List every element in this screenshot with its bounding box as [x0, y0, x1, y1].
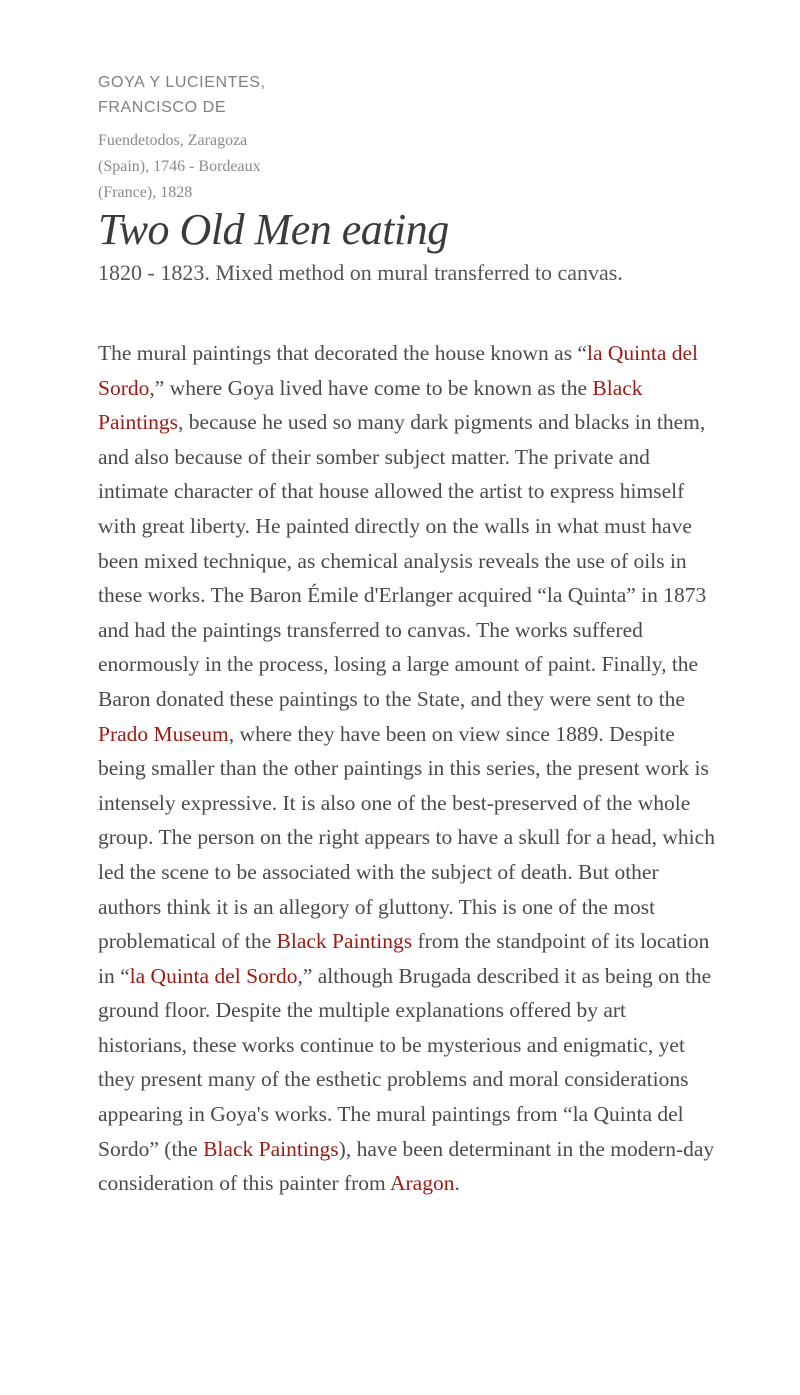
artwork-subtitle: 1820 - 1823. Mixed method on mural transferred to canvas. — [98, 260, 623, 285]
link-black-paintings[interactable]: Black Paintings — [98, 375, 643, 435]
artwork-description — [98, 336, 718, 1201]
artwork-title: Two Old Men eating — [98, 205, 449, 254]
link-black-paintings[interactable]: Black Paintings — [203, 1136, 339, 1161]
link-aragon[interactable]: Aragon — [389, 1171, 455, 1196]
link-black-paintings[interactable]: Black Paintings — [276, 929, 413, 954]
link-la-quinta-del-sordo[interactable]: la Quinta del Sordo — [98, 341, 699, 400]
link-la-quinta-del-sordo[interactable]: la Quinta del Sordo — [129, 963, 298, 988]
artwork-page — [98, 0, 718, 1201]
description-text: ), have been determinant in the modern-day consideration of this painter from — [98, 1136, 715, 1196]
artist-name: GOYA Y LUCIENTES, FRANCISCO DE — [98, 74, 266, 116]
description-text: ,” although Brugada described it as being on the ground floor. Despite the multiple explanations offered by art historians, these works continue to be mysterious and enigmatic, yet they present many of the esthetic problems and moral considerations appearing in Goya's works. The mural paintings from “la Quinta del Sordo” (the — [98, 963, 712, 1161]
description-text: from the standpoint of its location in “ — [98, 929, 710, 988]
description-text: , because he used so many dark pigments and blacks in them, and also because of their somber subject matter. The private and intimate character of that house allowed the artist to express himself with great liberty. He painted directly on the walls in what must have been mixed technique, as chemical analysis reveals the use of oils in these works. The Baron Émile d'Erlanger acquired “la Quinta” in 1873 and had the paintings transferred to canvas. The works suffered enormously in the process, losing a large amount of paint. Finally, the Baron donated these paintings to the State, and they were sent to the — [98, 410, 707, 711]
description-text: , where they have been on view since 1889. Despite being smaller than the other paintings in this series, the present work is intensely expressive. It is also one of the best-preserved of the whole group. The person on the right appears to have a skull for a head, which led the scene to be associated with the subject of death. But other authors think it is an allegory of gluttony. This is one of the most problematical of the — [98, 721, 715, 954]
artist-bio: Fuendetodos, Zaragoza (Spain), 1746 - Bordeaux (France), 1828 — [98, 132, 261, 201]
description-text: . — [454, 1171, 460, 1196]
description-text: ,” where Goya lived have come to be known as the — [149, 375, 593, 400]
description-text: The mural paintings that decorated the house known as “ — [98, 341, 587, 365]
link-prado-museum[interactable]: Prado Museum — [98, 721, 229, 746]
